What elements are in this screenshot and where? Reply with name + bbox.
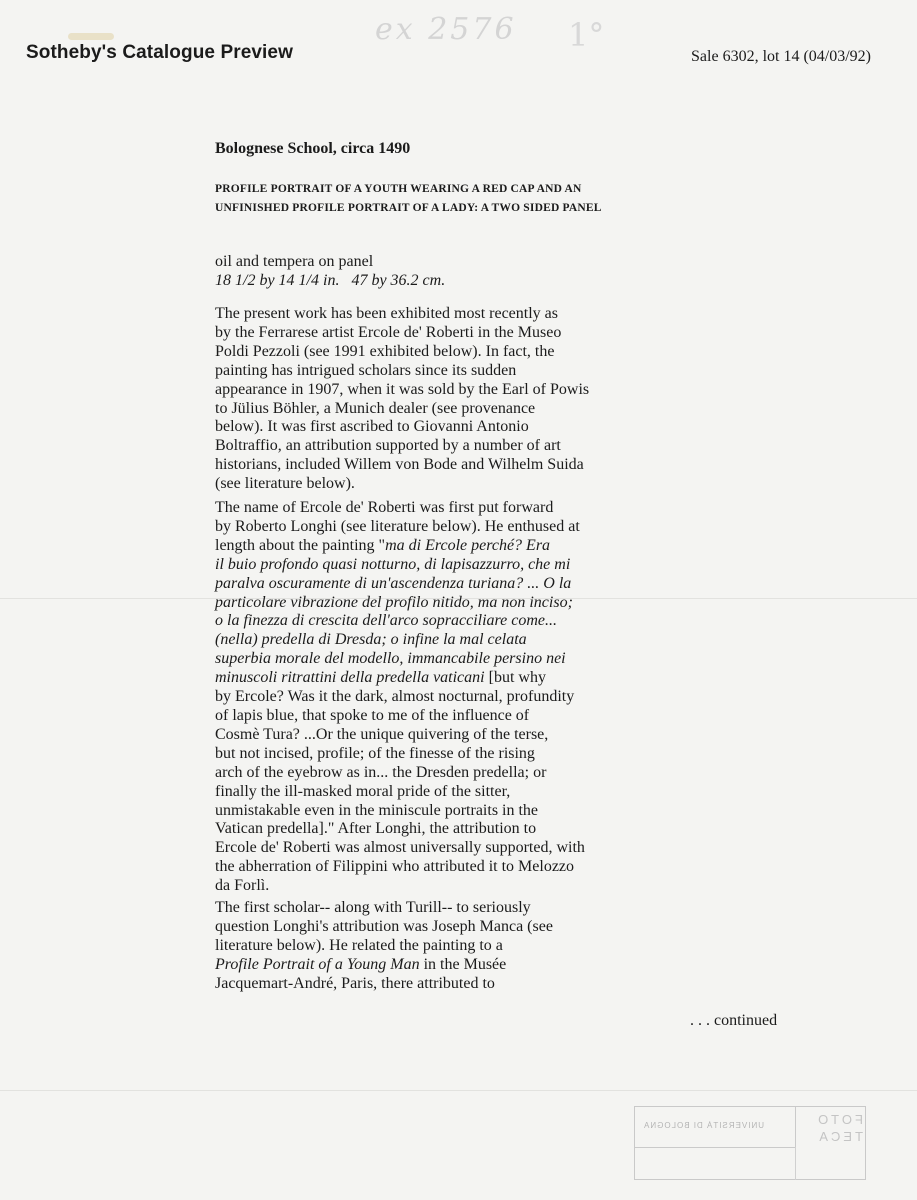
lot-medium-block (215, 252, 665, 290)
lot-dimensions: 18 1/2 by 14 1/4 in. 47 by 36.2 cm. (215, 272, 446, 289)
stamp-side-text: FOTO TECA (815, 1112, 863, 1144)
paragraph-longhi (215, 499, 665, 896)
paragraph-manca-intro: The first scholar-- along with Turill-- to seriously question Longhi's attribution was Joseph Manca (see literature below). He related the painting to a (215, 899, 553, 954)
lot-title: PROFILE PORTRAIT OF A YOUTH WEARING A RED CAP AND AN UNFINISHED PROFILE PORTRAIT OF A LADY: A TWO SIDED PANEL (215, 183, 602, 214)
paragraph-manca-rest: in the Musée Jacquemart-André, Paris, there attributed to (215, 955, 507, 992)
sale-info: Sale 6302, lot 14 (04/03/92) (691, 48, 871, 65)
pencil-annotation: ex 2576 (375, 12, 517, 47)
document-title: Sotheby's Catalogue Preview (26, 42, 293, 63)
paragraph-longhi-translation: [but why by Ercole? Was it the dark, almost nocturnal, profundity of lapis blue, that spoke to me of the influence of Cosmè Tura? ...Or the unique quivering of the terse, but not incised, profile; of the finesse of the rising arch of the eyebrow as in... the Dresden predella; or finally the ill-masked moral pride of the sitter, unmistakable even in the miniscule portraits in the Vatican predella]." After Longhi, the attribution to Ercole de' Roberti was almost universally supported, with the abherration of Filippini who attributed it to Melozzo da Forlì. (215, 669, 585, 895)
stamp-label-box (635, 1107, 796, 1148)
longhi-quote: ma di Ercole perché? Era il buio profondo quasi notturno, di lapisazzurro, che mi paralva oscuramente di un'ascendenza turiana? ... O la particolare vibrazione del profilo nitido, ma non inciso; o la finezza di crescita dell'arco sopracciliare come... (nella) predella di Dresda; o infine la mal celata superbia morale del modello, immancabile persino nei minuscoli ritrattini della predella vaticani (215, 536, 573, 687)
paper-fold (0, 1090, 917, 1091)
stamp-lower-box (635, 1147, 796, 1180)
paragraph-provenance: The present work has been exhibited most recently as by the Ferrarese artist Ercole de' Roberti in the Museo Poldi Pezzoli (see 1991 exhibited below). In fact, the painting has intrigued scholars since its sudden appearance in 1907, when it was sold by the Earl of Powis to Jülius Böhler, a Munich dealer (see provenance below). It was first ascribed to Giovanni Antonio Boltraffio, an attribution supported by a number of art historians, included Willem von Bode and Wilhelm Suida (see literature below). (215, 305, 590, 493)
archive-stamp (634, 1106, 866, 1180)
paragraph-manca (215, 899, 665, 994)
lot-medium: oil and tempera on panel (215, 253, 374, 270)
artwork-title-reference: Profile Portrait of a Young Man (215, 955, 420, 973)
pencil-annotation-2: 1° (568, 16, 605, 54)
paragraph-longhi-intro: The name of Ercole de' Roberti was first put forward by Roberto Longhi (see literature below). He enthused at length about the painting " (215, 499, 580, 554)
continued-note: . . . continued (690, 1012, 778, 1029)
lot-school: Bolognese School, circa 1490 (215, 140, 411, 157)
ink-smudge (68, 33, 114, 40)
stamp-label: UNIVERSITÀ DI BOLOGNA (643, 1121, 765, 1130)
